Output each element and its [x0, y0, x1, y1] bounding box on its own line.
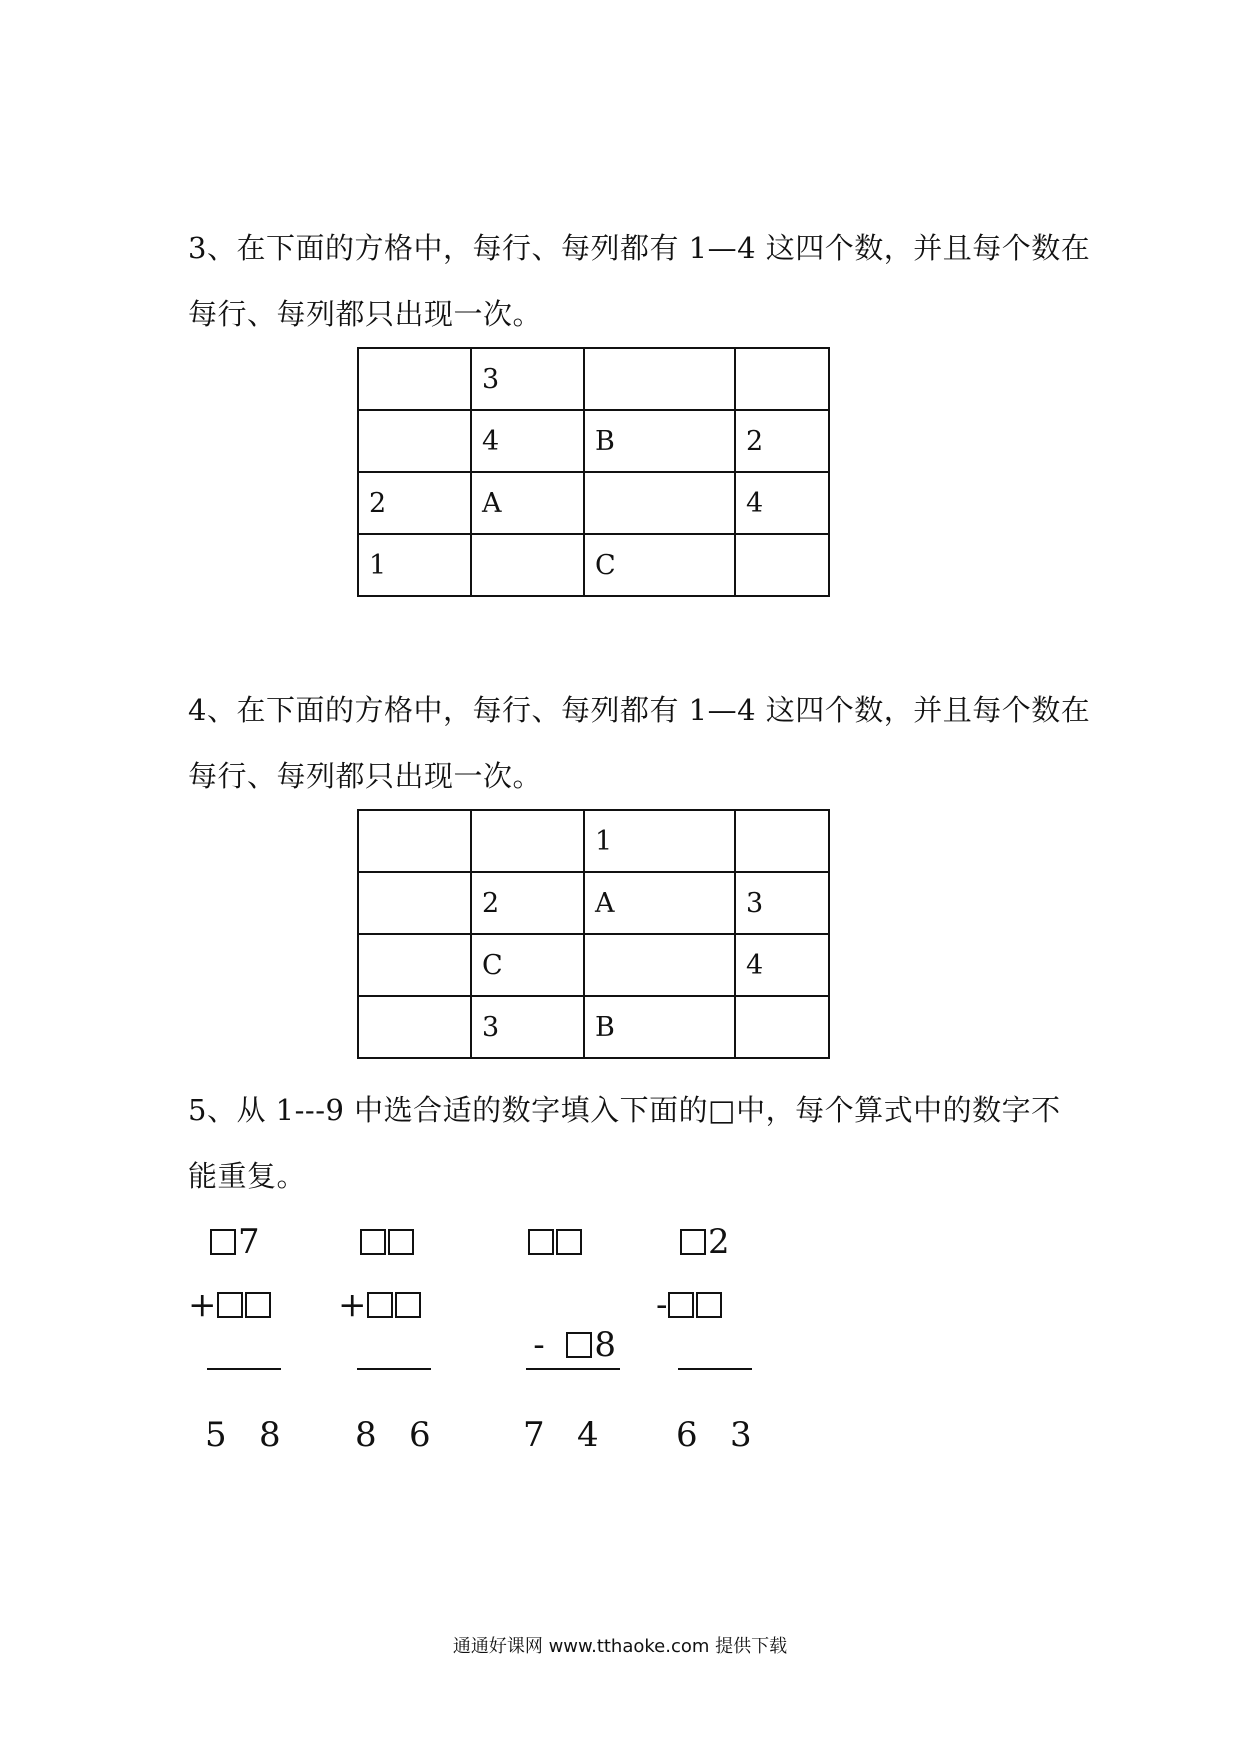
grid-cell — [735, 348, 829, 410]
table-row — [358, 348, 829, 410]
q5-text-line2: 能重复。 — [188, 1159, 307, 1193]
equation-bottom — [338, 1285, 423, 1325]
operator: + — [188, 1285, 217, 1325]
divider-line — [526, 1368, 620, 1370]
grid-cell — [358, 996, 471, 1058]
grid-cell: C — [471, 934, 584, 996]
equation-bottom — [188, 1285, 273, 1325]
blank-box — [668, 1292, 694, 1318]
grid-cell — [358, 810, 471, 872]
top-digit: 7 — [238, 1222, 260, 1262]
grid-cell — [735, 996, 829, 1058]
page-footer: 通通好课网 www.tthaoke.com 提供下载 — [452, 1636, 788, 1657]
operator: - — [656, 1285, 668, 1325]
table-row — [358, 472, 829, 534]
grid-cell — [735, 534, 829, 596]
blank-box — [245, 1292, 271, 1318]
q3-text-line2: 每行、每列都只出现一次。 — [188, 297, 543, 331]
blank-box — [388, 1229, 414, 1255]
divider-line — [207, 1368, 281, 1370]
grid-cell — [584, 934, 735, 996]
grid-cell: 4 — [735, 934, 829, 996]
equation-top — [360, 1222, 416, 1262]
grid-cell: 4 — [471, 410, 584, 472]
grid-cell — [358, 934, 471, 996]
table-row — [358, 872, 829, 934]
blank-box — [696, 1292, 722, 1318]
grid-cell — [471, 810, 584, 872]
q3-grid — [357, 347, 830, 597]
grid-cell — [358, 872, 471, 934]
blank-box — [528, 1229, 554, 1255]
table-row — [358, 810, 829, 872]
equation-bottom — [490, 1285, 616, 1405]
blank-box — [217, 1292, 243, 1318]
equation-result: 5 8 — [205, 1415, 281, 1455]
grid-cell: 1 — [358, 534, 471, 596]
equation-top — [210, 1222, 260, 1262]
grid-cell: 4 — [735, 472, 829, 534]
table-row — [358, 996, 829, 1058]
blank-box — [680, 1229, 706, 1255]
grid-cell: C — [584, 534, 735, 596]
grid-cell — [735, 810, 829, 872]
grid-cell — [358, 348, 471, 410]
equation-result: 7 4 — [523, 1415, 599, 1455]
grid-cell: B — [584, 410, 735, 472]
equation-top — [680, 1222, 730, 1262]
grid-cell — [584, 348, 735, 410]
blank-box — [210, 1229, 236, 1255]
grid-cell: 3 — [471, 996, 584, 1058]
grid-cell: A — [471, 472, 584, 534]
table-row — [358, 534, 829, 596]
blank-box — [395, 1292, 421, 1318]
grid-cell — [584, 472, 735, 534]
blank-box — [566, 1332, 592, 1358]
q4-grid — [357, 809, 830, 1059]
grid-cell: 2 — [358, 472, 471, 534]
blank-box — [556, 1229, 582, 1255]
grid-cell: 2 — [471, 872, 584, 934]
table-row — [358, 410, 829, 472]
grid-cell: 1 — [584, 810, 735, 872]
q4-text-line1: 4、在下面的方格中，每行、每列都有 1—4 这四个数，并且每个数在 — [188, 693, 1091, 727]
grid-cell: B — [584, 996, 735, 1058]
grid-cell: 3 — [735, 872, 829, 934]
grid-cell: 2 — [735, 410, 829, 472]
grid-cell — [358, 410, 471, 472]
q5-text-line1: 5、从 1---9 中选合适的数字填入下面的□中，每个算式中的数字不 — [188, 1093, 1061, 1127]
top-digit: 2 — [708, 1222, 730, 1262]
blank-box — [367, 1292, 393, 1318]
bottom-digit: 8 — [594, 1325, 616, 1365]
operator: - — [533, 1325, 556, 1365]
divider-line — [678, 1368, 752, 1370]
grid-cell: 3 — [471, 348, 584, 410]
grid-cell: A — [584, 872, 735, 934]
equation-bottom — [656, 1285, 724, 1325]
operator: + — [338, 1285, 367, 1325]
equation-result: 6 3 — [676, 1415, 752, 1455]
divider-line — [357, 1368, 431, 1370]
table-row — [358, 934, 829, 996]
q3-text-line1: 3、在下面的方格中，每行、每列都有 1—4 这四个数，并且每个数在 — [188, 231, 1091, 265]
grid-cell — [471, 534, 584, 596]
equation-top — [528, 1222, 584, 1262]
equation-result: 8 6 — [355, 1415, 431, 1455]
q4-text-line2: 每行、每列都只出现一次。 — [188, 759, 543, 793]
blank-box — [360, 1229, 386, 1255]
